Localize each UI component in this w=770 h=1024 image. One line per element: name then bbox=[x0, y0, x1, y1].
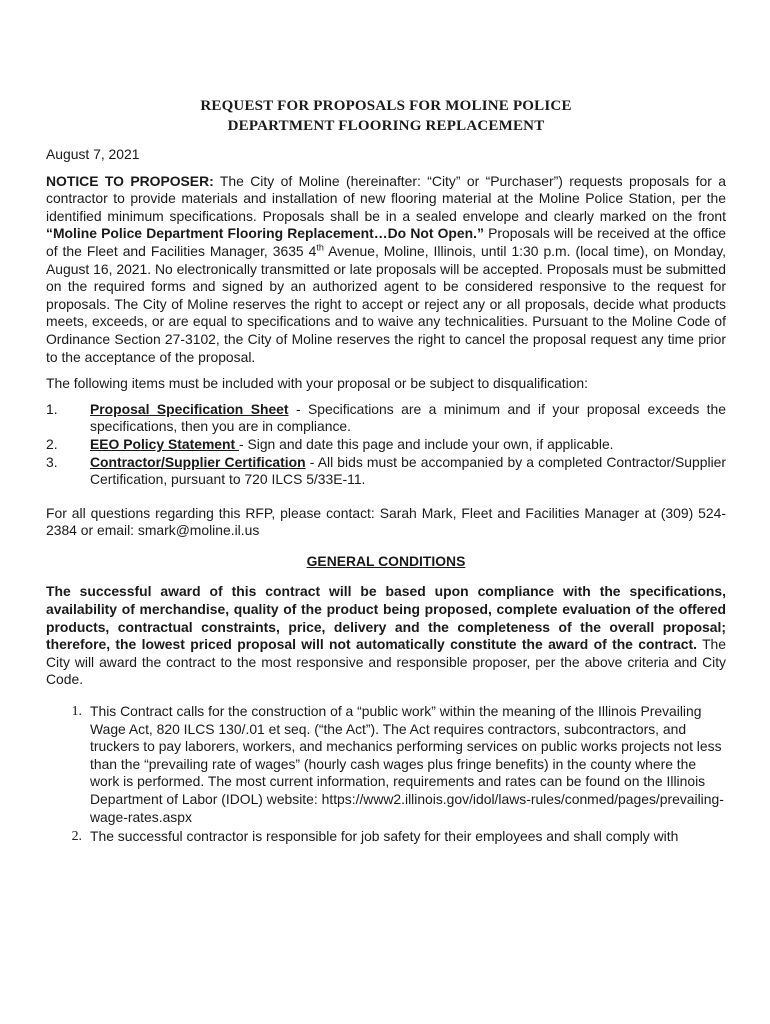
title-line-1: REQUEST FOR PROPOSALS FOR MOLINE POLICE bbox=[200, 98, 572, 114]
item-text: - Specifications are a minimum and if your proposal exceeds the specifications, then you are in compliance. bbox=[90, 400, 726, 435]
notice-text-2: Proposals will be received at the office of the Fleet and Facilities Manager, 3635 4 bbox=[46, 225, 726, 259]
list-item bbox=[46, 828, 726, 846]
list-item bbox=[46, 436, 726, 454]
notice-superscript: th bbox=[316, 242, 324, 253]
condition-text: The successful contractor is responsible for job safety for their employees and shall comply with bbox=[90, 828, 679, 845]
document-date: August 7, 2021 bbox=[46, 146, 140, 162]
item-number: 1. bbox=[46, 400, 58, 417]
award-paragraph bbox=[46, 583, 726, 689]
list-item bbox=[46, 703, 726, 826]
item-text: - All bids must be accompanied by a completed Contractor/Supplier Certification, pursuant to 720 ILCS 5/33E-11. bbox=[90, 453, 727, 488]
notice-label: NOTICE TO PROPOSER: bbox=[46, 172, 214, 189]
condition-number: 2. bbox=[71, 829, 82, 845]
list-item bbox=[46, 401, 726, 436]
general-conditions-heading: GENERAL CONDITIONS bbox=[306, 552, 466, 569]
document-title bbox=[46, 96, 726, 136]
item-title: Contractor/Supplier Certification bbox=[90, 453, 306, 470]
contact-paragraph: For all questions regarding this RFP, please contact: Sarah Mark, Fleet and Facilities Manager at (309) 524-2384 or email: smark@moline.il.us bbox=[46, 504, 726, 539]
item-text: - Sign and date this page and include your own, if applicable. bbox=[239, 435, 614, 452]
items-intro: The following items must be included with your proposal or be subject to disqualification: bbox=[46, 375, 589, 392]
item-number: 3. bbox=[46, 453, 58, 470]
notice-text-3: Avenue, Moline, Illinois, until 1:30 p.m. (local time), on Monday, August 16, 2021. No electronically transmitted or late proposals will be accepted. Proposals must be submitted on the required forms and signed by an authorized agent to be considered responsive to the request for proposals. The City of Moline reserves the right to accept or reject any or all proposals, decide what products meets, exceeds, or are equal to specifications and to waive any technicalities. Pursuant to the Moline Code of Ordinance Section 27-3102, the City of Moline reserves the right to cancel the proposal request any time prior to the acceptance of the proposal. bbox=[46, 242, 726, 365]
title-line-2: DEPARTMENT FLOORING REPLACEMENT bbox=[227, 118, 545, 134]
award-bold-text: The successful award of this contract will be based upon compliance with the specifications, availability of merchandise, quality of the product being proposed, complete evaluation of the offered products, contractual constraints, price, delivery and the completeness of the overall proposal; therefore, the lowest priced proposal will not automatically constitute the award of the contract. bbox=[46, 583, 726, 653]
document-page bbox=[46, 96, 726, 846]
item-number: 2. bbox=[46, 435, 58, 452]
item-title: Proposal Specification Sheet bbox=[90, 400, 289, 417]
conditions-list bbox=[46, 703, 726, 846]
list-item bbox=[46, 454, 726, 489]
condition-number: 1. bbox=[71, 704, 82, 720]
notice-text-1: The City of Moline (hereinafter: “City” or “Purchaser”) requests proposals for a contractor to provide materials and installation of new flooring material at the Moline Police Station, per the identified minimum specifications. Proposals shall be in a sealed envelope and clearly marked on the front bbox=[46, 172, 727, 224]
award-text: The City will award the contract to the most responsive and responsible proposer, per the above criteria and City Code. bbox=[46, 636, 727, 688]
item-title: EEO Policy Statement bbox=[90, 435, 239, 452]
condition-text: This Contract calls for the construction of a “public work” within the meaning of the Illinois Prevailing Wage Act, 820 ILCS 130/.01 et seq. (“the Act”). The Act requires contractors, subcontractors, and truckers to pay laborers, workers, and mechanics performing services on public works projects not less than the “prevailing rate of wages” (hourly cash wages plus fringe benefits) in the county where the work is performed. The most current information, requirements and rates can be found on the Illinois Department of Labor (IDOL) website: https://www2.illinois.gov/idol/laws-rules/conmed/pages/prevailing-wage-rates.aspx bbox=[90, 703, 724, 825]
required-items-list bbox=[46, 401, 726, 489]
notice-bold-phrase: “Moline Police Department Flooring Replacement…Do Not Open.” bbox=[46, 225, 484, 242]
notice-paragraph bbox=[46, 173, 726, 367]
